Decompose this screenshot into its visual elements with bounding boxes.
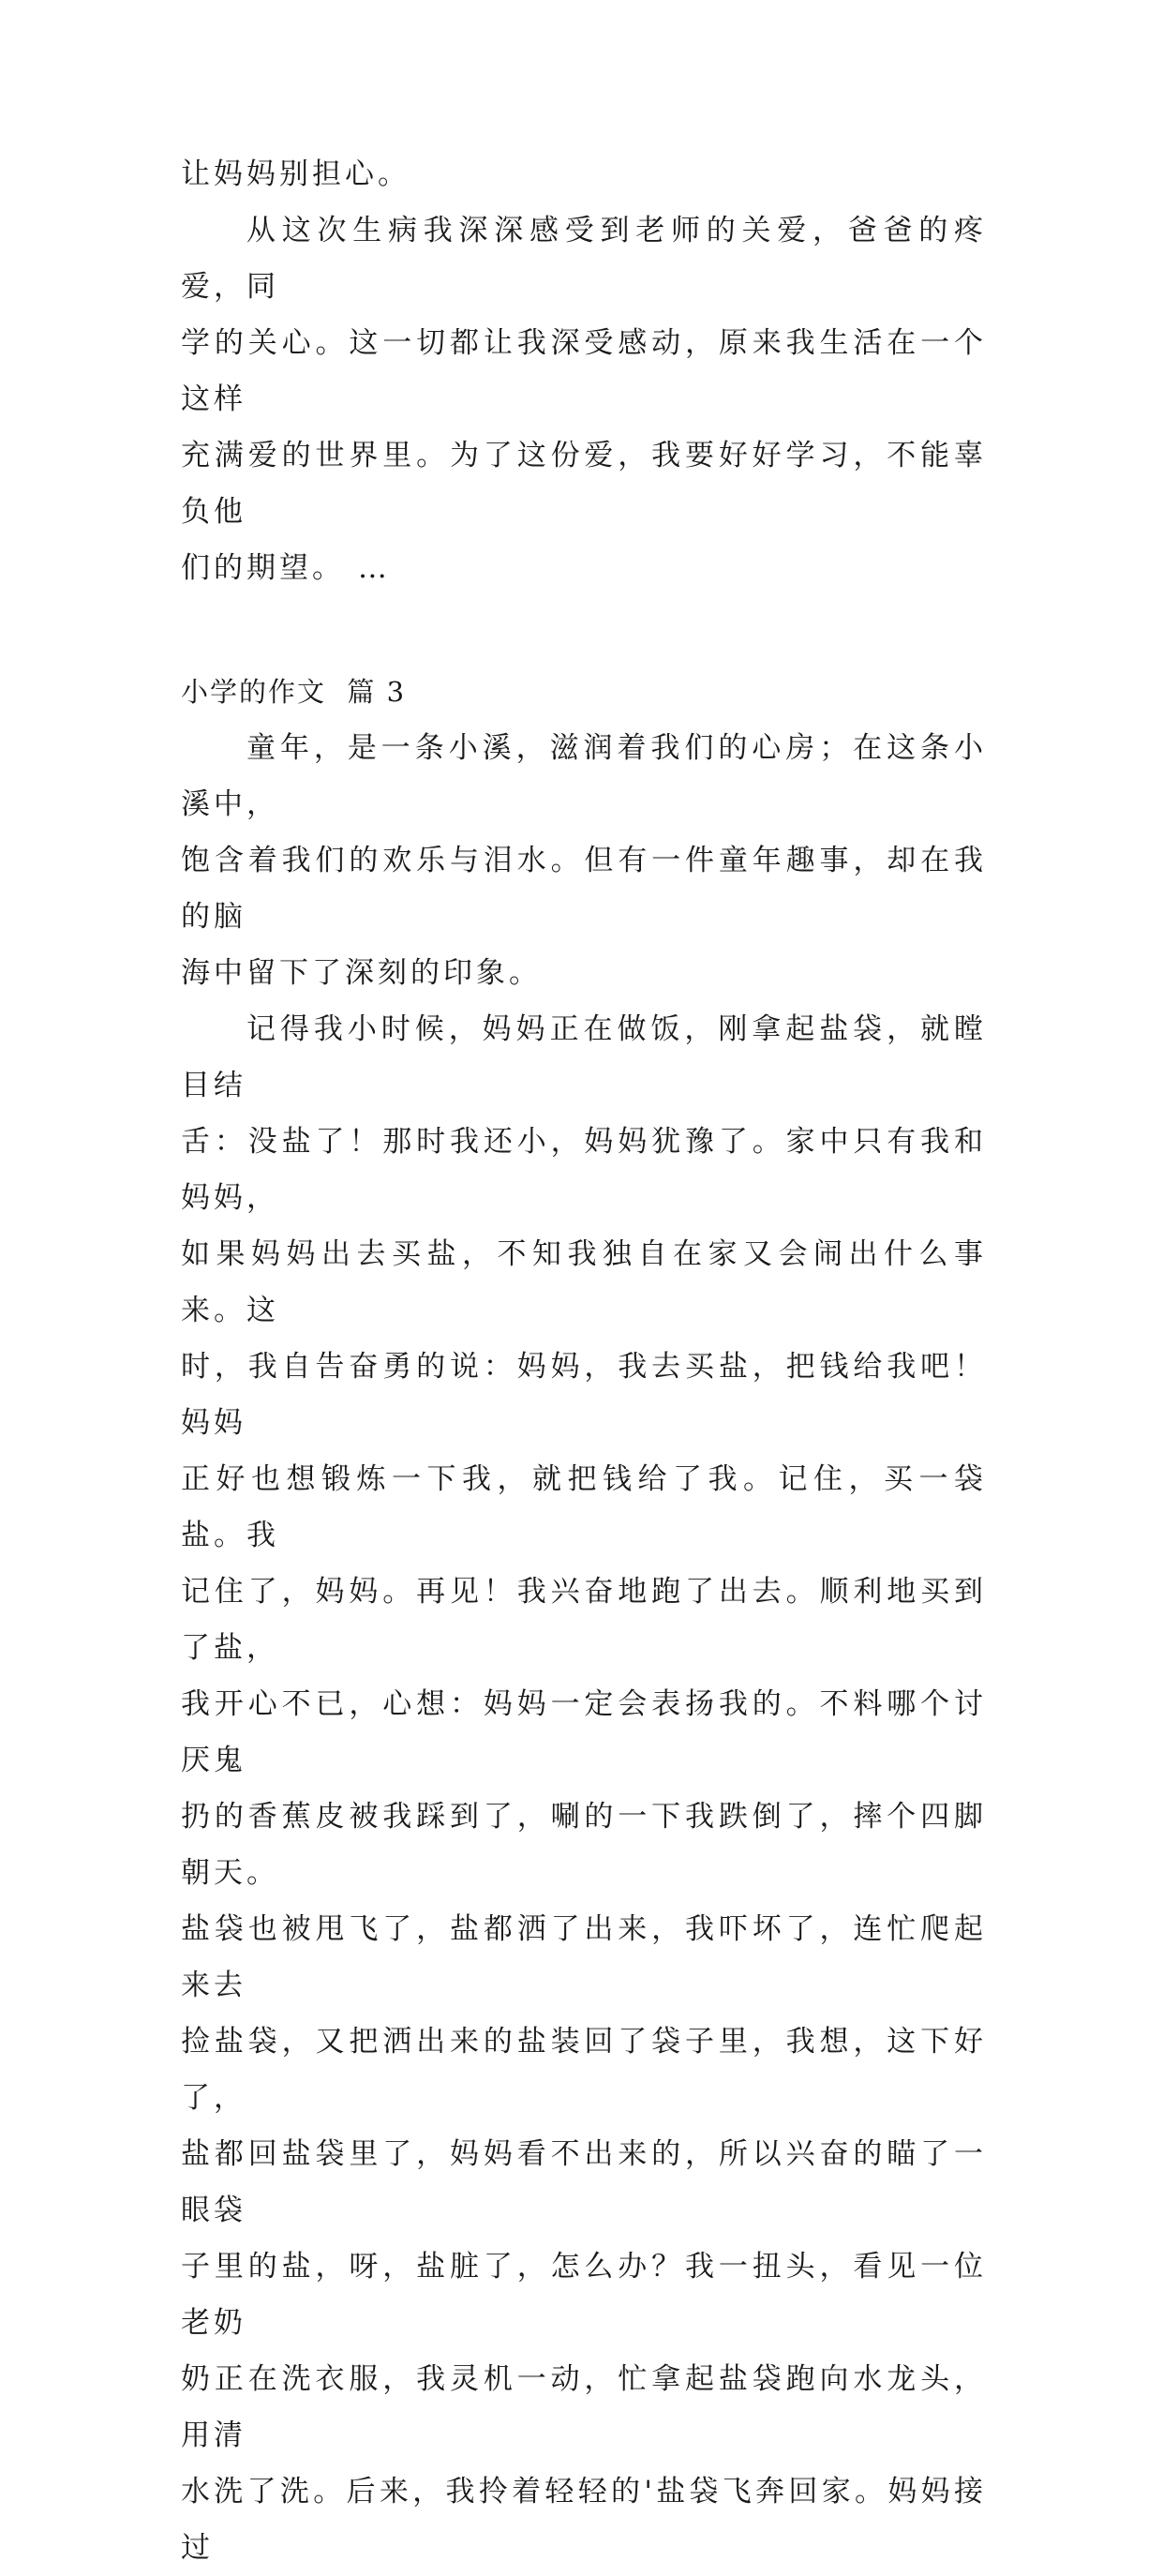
text-line: 盐都回盐袋里了，妈妈看不出来的，所以兴奋的瞄了一眼袋 [181,2137,987,2227]
text-line: 时，我自告奋勇的说：妈妈，我去买盐，把钱给我吧！妈妈 [181,1350,987,1440]
continued-paragraph [181,146,987,202]
text-line: 如果妈妈出去买盐，不知我独自在家又会闹出什么事来。这 [181,1237,987,1327]
document-body [181,146,987,2576]
text-line: 子里的盐，呀，盐脏了，怎么办？我一扭头，看见一位老奶 [181,2250,987,2340]
text-line: 盐袋也被甩飞了，盐都洒了出来，我吓坏了，连忙爬起来去 [181,1912,987,2002]
paragraph-3 [181,1001,987,2576]
text-line: 捡盐袋，又把洒出来的盐装回了袋子里，我想，这下好了， [181,2025,987,2115]
paragraph-1 [181,202,987,596]
text-line: 奶正在洗衣服，我灵机一动，忙拿起盐袋跑向水龙头，用清 [181,2362,987,2452]
paragraph-2 [181,720,987,1001]
text-line: 学的关心。这一切都让我深受感动，原来我生活在一个这样 [181,326,987,416]
text-line: 让妈妈别担心。 [181,157,410,191]
text-line: 海中留下了深刻的印象。 [181,956,542,990]
text-line: 饱含着我们的欢乐与泪水。但有一件童年趣事，却在我的脑 [181,844,987,934]
text-line: 正好也想锻炼一下我，就把钱给了我。记住，买一袋盐。我 [181,1462,987,1552]
section-spacer [181,596,987,664]
text-line: 水洗了洗。后来，我拎着轻轻的'盐袋飞奔回家。妈妈接过 [181,2475,987,2565]
text-line: 记住了，妈妈。再见！我兴奋地跑了出去。顺利地买到了盐， [181,1575,987,1665]
text-line: 我开心不已，心想：妈妈一定会表扬我的。不料哪个讨厌鬼 [181,1687,987,1777]
text-line: 扔的香蕉皮被我踩到了，唰的一下我跌倒了，摔个四脚朝天。 [181,1800,987,1890]
text-line: 从这次生病我深深感受到老师的关爱，爸爸的疼爱，同 [181,214,987,304]
text-line: 记得我小时候，妈妈正在做饭，刚拿起盐袋，就瞠目结 [181,1012,987,1102]
text-line: 充满爱的世界里。为了这份爱，我要好好学习，不能辜负他 [181,439,987,529]
text-line: 童年，是一条小溪，滋润着我们的心房；在这条小溪中， [181,731,987,821]
text-line: 们的期望。 … [181,551,391,585]
section-heading: 小学的作文 篇 3 [181,676,407,708]
text-line: 舌：没盐了！那时我还小，妈妈犹豫了。家中只有我和妈妈， [181,1125,987,1215]
